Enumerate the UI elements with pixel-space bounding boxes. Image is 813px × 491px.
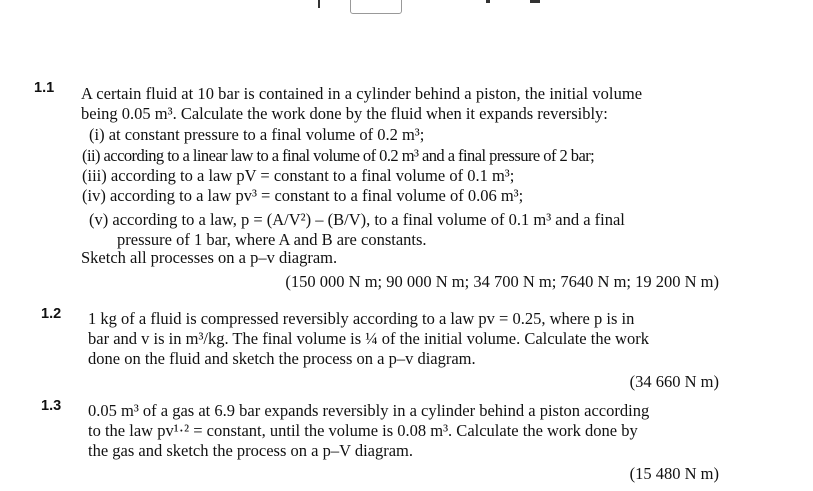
problem-1-2-answer: (34 660 N m) bbox=[629, 372, 719, 391]
toolbar-divider bbox=[318, 0, 320, 8]
problem-1-1-intro-line-2: being 0.05 m³. Calculate the work done by the fluid when it expands reversibly: bbox=[81, 104, 608, 123]
problem-1-1-part-v-continued: pressure of 1 bar, where A and B are constants. bbox=[117, 230, 427, 249]
problem-1-3-line-3: the gas and sketch the process on a p–V diagram. bbox=[88, 441, 414, 460]
problem-number-1-3: 1.3 bbox=[41, 398, 62, 414]
problem-1-2-line-3: done on the fluid and sketch the process on a p–v diagram. bbox=[88, 349, 476, 368]
toolbar-mark bbox=[486, 0, 490, 3]
problem-1-3-answer: (15 480 N m) bbox=[629, 464, 719, 483]
problem-1-1-part-i: (i) at constant pressure to a final volume of 0.2 m³; bbox=[89, 125, 425, 144]
toolbar-divider-right bbox=[530, 0, 540, 3]
problem-1-1-intro-line-1: A certain fluid at 10 bar is contained in a cylinder behind a piston, the initial volume bbox=[81, 84, 643, 103]
viewer-toolbar-remnant bbox=[0, 0, 813, 14]
problem-number-1-2: 1.2 bbox=[41, 306, 62, 322]
problem-1-1-part-ii: (ii) according to a linear law to a final volume of 0.2 m³ and a final pressure of 2 bar; bbox=[82, 146, 595, 165]
problem-1-1-answer: (150 000 N m; 90 000 N m; 34 700 N m; 7640 N m; 19 200 N m) bbox=[285, 272, 719, 291]
problem-1-1-closing: Sketch all processes on a p–v diagram. bbox=[81, 248, 338, 267]
problem-1-1-part-v: (v) according to a law, p = (A/V²) – (B/V), to a final volume of 0.1 m³ and a final bbox=[89, 210, 625, 229]
problem-1-2-line-1: 1 kg of a fluid is compressed reversibly according to a law pv = 0.25, where p is in bbox=[88, 309, 635, 328]
problem-1-1-part-iii: (iii) according to a law pV = constant to a final volume of 0.1 m³; bbox=[82, 166, 515, 185]
problem-1-3-line-1: 0.05 m³ of a gas at 6.9 bar expands reversibly in a cylinder behind a piston according bbox=[88, 401, 650, 420]
problem-1-1-part-iv: (iv) according to a law pv³ = constant to a final volume of 0.06 m³; bbox=[82, 186, 524, 205]
problem-number-1-1: 1.1 bbox=[34, 80, 55, 96]
problem-1-3-line-2: to the law pv¹·² = constant, until the volume is 0.08 m³. Calculate the work done by bbox=[88, 421, 638, 440]
toolbar-box bbox=[350, 0, 402, 14]
problem-1-2-line-2: bar and v is in m³/kg. The final volume is ¼ of the initial volume. Calculate the work bbox=[88, 329, 649, 348]
